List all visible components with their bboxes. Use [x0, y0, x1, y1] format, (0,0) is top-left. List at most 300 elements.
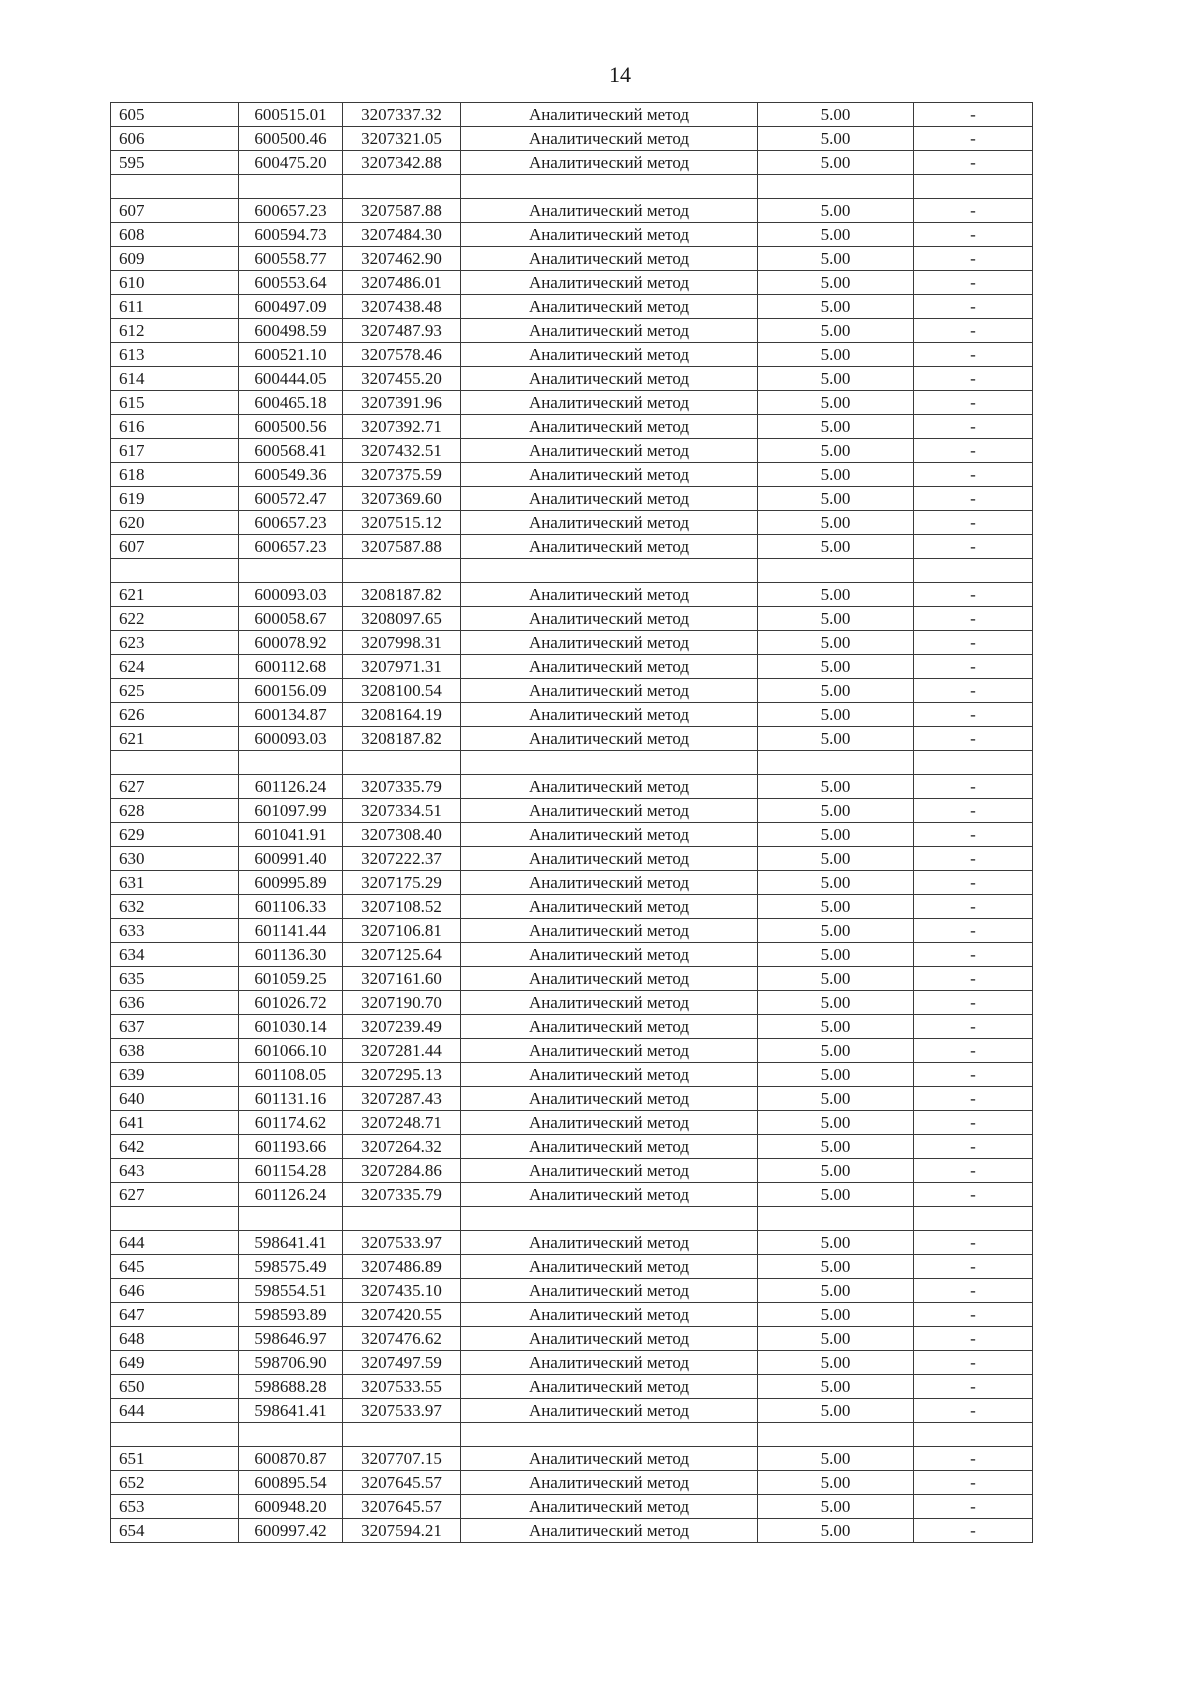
accuracy-cell: 5.00 [758, 919, 914, 943]
y-coordinate-cell: 3207476.62 [343, 1327, 461, 1351]
x-coordinate-cell: 600058.67 [239, 607, 343, 631]
y-coordinate-cell: 3207486.01 [343, 271, 461, 295]
method-cell: Аналитический метод [461, 1039, 758, 1063]
table-row [111, 583, 1033, 607]
note-cell: - [914, 1303, 1033, 1327]
method-cell: Аналитический метод [461, 895, 758, 919]
accuracy-cell: 5.00 [758, 1351, 914, 1375]
table-row [111, 439, 1033, 463]
y-coordinate-cell: 3207295.13 [343, 1063, 461, 1087]
note-cell: - [914, 1351, 1033, 1375]
accuracy-cell: 5.00 [758, 1087, 914, 1111]
note-cell: - [914, 1399, 1033, 1423]
accuracy-cell: 5.00 [758, 343, 914, 367]
method-cell: Аналитический метод [461, 583, 758, 607]
note-cell: - [914, 1159, 1033, 1183]
table-row [111, 655, 1033, 679]
accuracy-cell: 5.00 [758, 847, 914, 871]
point-number-cell: 618 [111, 463, 239, 487]
point-number-cell: 623 [111, 631, 239, 655]
empty-cell [343, 559, 461, 583]
x-coordinate-cell: 598593.89 [239, 1303, 343, 1327]
y-coordinate-cell: 3207533.97 [343, 1231, 461, 1255]
y-coordinate-cell: 3207392.71 [343, 415, 461, 439]
accuracy-cell: 5.00 [758, 823, 914, 847]
method-cell: Аналитический метод [461, 247, 758, 271]
note-cell: - [914, 583, 1033, 607]
y-coordinate-cell: 3207391.96 [343, 391, 461, 415]
point-number-cell: 644 [111, 1399, 239, 1423]
note-cell: - [914, 871, 1033, 895]
accuracy-cell: 5.00 [758, 391, 914, 415]
y-coordinate-cell: 3207287.43 [343, 1087, 461, 1111]
y-coordinate-cell: 3207369.60 [343, 487, 461, 511]
x-coordinate-cell: 600657.23 [239, 511, 343, 535]
accuracy-cell: 5.00 [758, 991, 914, 1015]
x-coordinate-cell: 600498.59 [239, 319, 343, 343]
empty-cell [111, 559, 239, 583]
empty-cell [758, 175, 914, 199]
accuracy-cell: 5.00 [758, 247, 914, 271]
note-cell: - [914, 943, 1033, 967]
x-coordinate-cell: 600444.05 [239, 367, 343, 391]
point-number-cell: 627 [111, 1183, 239, 1207]
point-number-cell: 629 [111, 823, 239, 847]
y-coordinate-cell: 3207971.31 [343, 655, 461, 679]
y-coordinate-cell: 3208187.82 [343, 583, 461, 607]
note-cell: - [914, 1279, 1033, 1303]
accuracy-cell: 5.00 [758, 439, 914, 463]
method-cell: Аналитический метод [461, 151, 758, 175]
group-separator-row [111, 1207, 1033, 1231]
method-cell: Аналитический метод [461, 703, 758, 727]
y-coordinate-cell: 3207239.49 [343, 1015, 461, 1039]
point-number-cell: 651 [111, 1447, 239, 1471]
table-row [111, 943, 1033, 967]
method-cell: Аналитический метод [461, 1519, 758, 1543]
accuracy-cell: 5.00 [758, 1111, 914, 1135]
method-cell: Аналитический метод [461, 535, 758, 559]
x-coordinate-cell: 601126.24 [239, 775, 343, 799]
x-coordinate-cell: 598641.41 [239, 1399, 343, 1423]
accuracy-cell: 5.00 [758, 895, 914, 919]
note-cell: - [914, 775, 1033, 799]
accuracy-cell: 5.00 [758, 1303, 914, 1327]
note-cell: - [914, 391, 1033, 415]
table-row [111, 1375, 1033, 1399]
x-coordinate-cell: 601131.16 [239, 1087, 343, 1111]
accuracy-cell: 5.00 [758, 127, 914, 151]
note-cell: - [914, 799, 1033, 823]
y-coordinate-cell: 3207125.64 [343, 943, 461, 967]
method-cell: Аналитический метод [461, 1183, 758, 1207]
method-cell: Аналитический метод [461, 1063, 758, 1087]
point-number-cell: 632 [111, 895, 239, 919]
point-number-cell: 612 [111, 319, 239, 343]
x-coordinate-cell: 601108.05 [239, 1063, 343, 1087]
table-row [111, 247, 1033, 271]
note-cell: - [914, 607, 1033, 631]
x-coordinate-cell: 600997.42 [239, 1519, 343, 1543]
method-cell: Аналитический метод [461, 1447, 758, 1471]
point-number-cell: 630 [111, 847, 239, 871]
table-row [111, 127, 1033, 151]
x-coordinate-cell: 600497.09 [239, 295, 343, 319]
note-cell: - [914, 1183, 1033, 1207]
note-cell: - [914, 991, 1033, 1015]
point-number-cell: 616 [111, 415, 239, 439]
point-number-cell: 620 [111, 511, 239, 535]
point-number-cell: 605 [111, 103, 239, 127]
table-row [111, 967, 1033, 991]
accuracy-cell: 5.00 [758, 1063, 914, 1087]
empty-cell [343, 751, 461, 775]
method-cell: Аналитический метод [461, 343, 758, 367]
method-cell: Аналитический метод [461, 367, 758, 391]
x-coordinate-cell: 601126.24 [239, 1183, 343, 1207]
accuracy-cell: 5.00 [758, 967, 914, 991]
y-coordinate-cell: 3207222.37 [343, 847, 461, 871]
method-cell: Аналитический метод [461, 847, 758, 871]
empty-cell [239, 1423, 343, 1447]
y-coordinate-cell: 3207587.88 [343, 535, 461, 559]
empty-cell [914, 751, 1033, 775]
empty-cell [111, 1207, 239, 1231]
table-row [111, 463, 1033, 487]
y-coordinate-cell: 3208100.54 [343, 679, 461, 703]
method-cell: Аналитический метод [461, 871, 758, 895]
accuracy-cell: 5.00 [758, 1039, 914, 1063]
y-coordinate-cell: 3207998.31 [343, 631, 461, 655]
point-number-cell: 650 [111, 1375, 239, 1399]
empty-cell [758, 1423, 914, 1447]
table-row [111, 775, 1033, 799]
accuracy-cell: 5.00 [758, 367, 914, 391]
note-cell: - [914, 319, 1033, 343]
coordinates-table [110, 102, 1033, 1543]
table-row [111, 1399, 1033, 1423]
table-row [111, 199, 1033, 223]
note-cell: - [914, 127, 1033, 151]
method-cell: Аналитический метод [461, 127, 758, 151]
point-number-cell: 633 [111, 919, 239, 943]
table-row [111, 343, 1033, 367]
note-cell: - [914, 1087, 1033, 1111]
table-row [111, 1495, 1033, 1519]
method-cell: Аналитический метод [461, 1159, 758, 1183]
y-coordinate-cell: 3207335.79 [343, 1183, 461, 1207]
table-row [111, 1471, 1033, 1495]
accuracy-cell: 5.00 [758, 1327, 914, 1351]
accuracy-cell: 5.00 [758, 1519, 914, 1543]
table-row [111, 871, 1033, 895]
x-coordinate-cell: 600948.20 [239, 1495, 343, 1519]
accuracy-cell: 5.00 [758, 151, 914, 175]
y-coordinate-cell: 3207438.48 [343, 295, 461, 319]
note-cell: - [914, 727, 1033, 751]
accuracy-cell: 5.00 [758, 1231, 914, 1255]
accuracy-cell: 5.00 [758, 511, 914, 535]
note-cell: - [914, 631, 1033, 655]
table-row [111, 487, 1033, 511]
table-row [111, 511, 1033, 535]
empty-cell [343, 175, 461, 199]
point-number-cell: 595 [111, 151, 239, 175]
table-row [111, 607, 1033, 631]
method-cell: Аналитический метод [461, 823, 758, 847]
note-cell: - [914, 847, 1033, 871]
table-row [111, 799, 1033, 823]
y-coordinate-cell: 3207161.60 [343, 967, 461, 991]
x-coordinate-cell: 600870.87 [239, 1447, 343, 1471]
x-coordinate-cell: 600156.09 [239, 679, 343, 703]
point-number-cell: 634 [111, 943, 239, 967]
x-coordinate-cell: 600093.03 [239, 727, 343, 751]
empty-cell [461, 175, 758, 199]
note-cell: - [914, 535, 1033, 559]
accuracy-cell: 5.00 [758, 1159, 914, 1183]
y-coordinate-cell: 3208187.82 [343, 727, 461, 751]
point-number-cell: 607 [111, 535, 239, 559]
x-coordinate-cell: 601136.30 [239, 943, 343, 967]
accuracy-cell: 5.00 [758, 1447, 914, 1471]
table-row [111, 1303, 1033, 1327]
table-row [111, 1447, 1033, 1471]
empty-cell [914, 559, 1033, 583]
method-cell: Аналитический метод [461, 775, 758, 799]
table-row [111, 1087, 1033, 1111]
x-coordinate-cell: 601059.25 [239, 967, 343, 991]
table-row [111, 1351, 1033, 1375]
note-cell: - [914, 655, 1033, 679]
point-number-cell: 648 [111, 1327, 239, 1351]
method-cell: Аналитический метод [461, 631, 758, 655]
accuracy-cell: 5.00 [758, 1471, 914, 1495]
y-coordinate-cell: 3207308.40 [343, 823, 461, 847]
y-coordinate-cell: 3207375.59 [343, 463, 461, 487]
x-coordinate-cell: 598646.97 [239, 1327, 343, 1351]
table-row [111, 679, 1033, 703]
x-coordinate-cell: 600134.87 [239, 703, 343, 727]
accuracy-cell: 5.00 [758, 703, 914, 727]
point-number-cell: 613 [111, 343, 239, 367]
accuracy-cell: 5.00 [758, 1183, 914, 1207]
y-coordinate-cell: 3207486.89 [343, 1255, 461, 1279]
empty-cell [239, 559, 343, 583]
note-cell: - [914, 967, 1033, 991]
empty-cell [239, 751, 343, 775]
empty-cell [914, 1423, 1033, 1447]
table-row [111, 1279, 1033, 1303]
empty-cell [343, 1207, 461, 1231]
table-row [111, 1519, 1033, 1543]
accuracy-cell: 5.00 [758, 1135, 914, 1159]
table-row [111, 103, 1033, 127]
point-number-cell: 624 [111, 655, 239, 679]
y-coordinate-cell: 3207248.71 [343, 1111, 461, 1135]
table-row [111, 391, 1033, 415]
method-cell: Аналитический метод [461, 271, 758, 295]
x-coordinate-cell: 601193.66 [239, 1135, 343, 1159]
y-coordinate-cell: 3207337.32 [343, 103, 461, 127]
empty-cell [343, 1423, 461, 1447]
table-row [111, 1255, 1033, 1279]
table-row [111, 1231, 1033, 1255]
method-cell: Аналитический метод [461, 103, 758, 127]
note-cell: - [914, 367, 1033, 391]
point-number-cell: 644 [111, 1231, 239, 1255]
point-number-cell: 626 [111, 703, 239, 727]
note-cell: - [914, 1375, 1033, 1399]
accuracy-cell: 5.00 [758, 679, 914, 703]
method-cell: Аналитический метод [461, 511, 758, 535]
note-cell: - [914, 679, 1033, 703]
method-cell: Аналитический метод [461, 463, 758, 487]
note-cell: - [914, 823, 1033, 847]
y-coordinate-cell: 3207334.51 [343, 799, 461, 823]
method-cell: Аналитический метод [461, 991, 758, 1015]
table-row [111, 1327, 1033, 1351]
x-coordinate-cell: 600078.92 [239, 631, 343, 655]
empty-cell [758, 1207, 914, 1231]
group-separator-row [111, 175, 1033, 199]
x-coordinate-cell: 600572.47 [239, 487, 343, 511]
x-coordinate-cell: 600991.40 [239, 847, 343, 871]
point-number-cell: 637 [111, 1015, 239, 1039]
empty-cell [758, 751, 914, 775]
note-cell: - [914, 919, 1033, 943]
note-cell: - [914, 1039, 1033, 1063]
method-cell: Аналитический метод [461, 1471, 758, 1495]
group-separator-row [111, 751, 1033, 775]
note-cell: - [914, 463, 1033, 487]
method-cell: Аналитический метод [461, 679, 758, 703]
note-cell: - [914, 271, 1033, 295]
table-row [111, 703, 1033, 727]
x-coordinate-cell: 600465.18 [239, 391, 343, 415]
accuracy-cell: 5.00 [758, 319, 914, 343]
note-cell: - [914, 487, 1033, 511]
method-cell: Аналитический метод [461, 1111, 758, 1135]
note-cell: - [914, 343, 1033, 367]
y-coordinate-cell: 3207484.30 [343, 223, 461, 247]
table-row [111, 823, 1033, 847]
accuracy-cell: 5.00 [758, 1279, 914, 1303]
x-coordinate-cell: 600558.77 [239, 247, 343, 271]
x-coordinate-cell: 601041.91 [239, 823, 343, 847]
y-coordinate-cell: 3207106.81 [343, 919, 461, 943]
y-coordinate-cell: 3207645.57 [343, 1471, 461, 1495]
x-coordinate-cell: 600995.89 [239, 871, 343, 895]
table-row [111, 631, 1033, 655]
y-coordinate-cell: 3207455.20 [343, 367, 461, 391]
point-number-cell: 609 [111, 247, 239, 271]
x-coordinate-cell: 600549.36 [239, 463, 343, 487]
y-coordinate-cell: 3207321.05 [343, 127, 461, 151]
point-number-cell: 608 [111, 223, 239, 247]
coordinates-table-body [111, 103, 1033, 1543]
note-cell: - [914, 703, 1033, 727]
note-cell: - [914, 1135, 1033, 1159]
accuracy-cell: 5.00 [758, 415, 914, 439]
y-coordinate-cell: 3207497.59 [343, 1351, 461, 1375]
table-row [111, 223, 1033, 247]
table-row [111, 151, 1033, 175]
y-coordinate-cell: 3208164.19 [343, 703, 461, 727]
point-number-cell: 611 [111, 295, 239, 319]
accuracy-cell: 5.00 [758, 199, 914, 223]
point-number-cell: 621 [111, 583, 239, 607]
y-coordinate-cell: 3207487.93 [343, 319, 461, 343]
note-cell: - [914, 1495, 1033, 1519]
accuracy-cell: 5.00 [758, 535, 914, 559]
note-cell: - [914, 511, 1033, 535]
method-cell: Аналитический метод [461, 1015, 758, 1039]
table-row [111, 1015, 1033, 1039]
accuracy-cell: 5.00 [758, 583, 914, 607]
note-cell: - [914, 1255, 1033, 1279]
table-row [111, 271, 1033, 295]
note-cell: - [914, 103, 1033, 127]
method-cell: Аналитический метод [461, 967, 758, 991]
y-coordinate-cell: 3207594.21 [343, 1519, 461, 1543]
accuracy-cell: 5.00 [758, 463, 914, 487]
accuracy-cell: 5.00 [758, 1255, 914, 1279]
x-coordinate-cell: 601097.99 [239, 799, 343, 823]
method-cell: Аналитический метод [461, 391, 758, 415]
method-cell: Аналитический метод [461, 1351, 758, 1375]
point-number-cell: 647 [111, 1303, 239, 1327]
method-cell: Аналитический метод [461, 727, 758, 751]
x-coordinate-cell: 601174.62 [239, 1111, 343, 1135]
accuracy-cell: 5.00 [758, 1399, 914, 1423]
method-cell: Аналитический метод [461, 1399, 758, 1423]
x-coordinate-cell: 600568.41 [239, 439, 343, 463]
accuracy-cell: 5.00 [758, 271, 914, 295]
point-number-cell: 615 [111, 391, 239, 415]
empty-cell [758, 559, 914, 583]
table-row [111, 895, 1033, 919]
table-row [111, 1063, 1033, 1087]
x-coordinate-cell: 600553.64 [239, 271, 343, 295]
point-number-cell: 645 [111, 1255, 239, 1279]
note-cell: - [914, 1471, 1033, 1495]
point-number-cell: 641 [111, 1111, 239, 1135]
y-coordinate-cell: 3207432.51 [343, 439, 461, 463]
x-coordinate-cell: 600515.01 [239, 103, 343, 127]
point-number-cell: 606 [111, 127, 239, 151]
method-cell: Аналитический метод [461, 487, 758, 511]
y-coordinate-cell: 3207435.10 [343, 1279, 461, 1303]
note-cell: - [914, 1015, 1033, 1039]
note-cell: - [914, 895, 1033, 919]
point-number-cell: 625 [111, 679, 239, 703]
point-number-cell: 627 [111, 775, 239, 799]
x-coordinate-cell: 600657.23 [239, 535, 343, 559]
accuracy-cell: 5.00 [758, 871, 914, 895]
empty-cell [239, 1207, 343, 1231]
method-cell: Аналитический метод [461, 919, 758, 943]
point-number-cell: 654 [111, 1519, 239, 1543]
empty-cell [914, 175, 1033, 199]
x-coordinate-cell: 598554.51 [239, 1279, 343, 1303]
table-row [111, 319, 1033, 343]
table-row [111, 1111, 1033, 1135]
x-coordinate-cell: 600500.56 [239, 415, 343, 439]
accuracy-cell: 5.00 [758, 295, 914, 319]
x-coordinate-cell: 600093.03 [239, 583, 343, 607]
note-cell: - [914, 295, 1033, 319]
